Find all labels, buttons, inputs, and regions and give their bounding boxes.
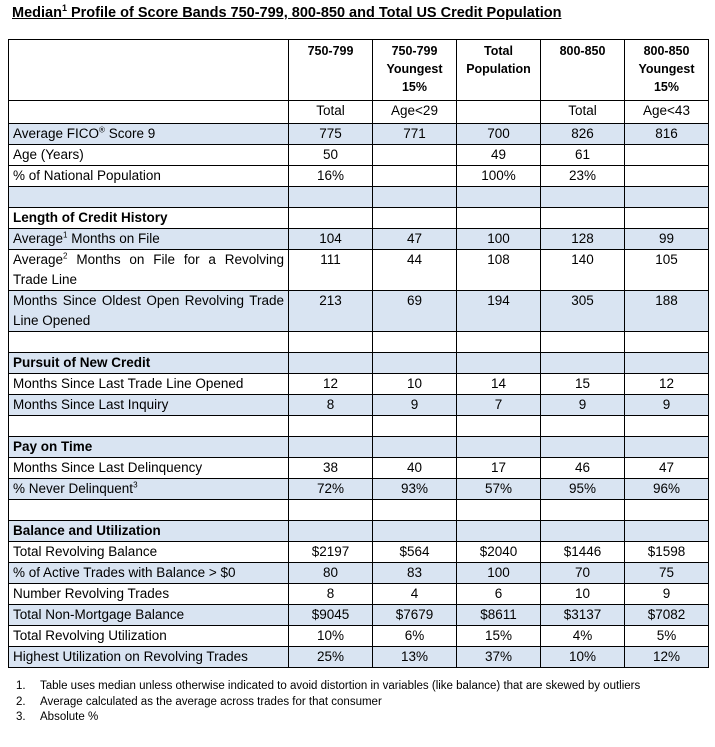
- footnotes: [16, 679, 656, 726]
- table-cell: 188: [625, 291, 709, 332]
- subheader-blank: [9, 101, 289, 124]
- spacer-row: [9, 332, 709, 353]
- row-label: Average$^2$ Months on File for a Revolving Trade Line: [9, 250, 289, 291]
- section-header-row: [9, 437, 709, 458]
- row-label: Total Revolving Utilization: [9, 626, 289, 647]
- table-cell: 15%: [457, 626, 541, 647]
- table-cell: [625, 166, 709, 187]
- row-label: Number Revolving Trades: [9, 584, 289, 605]
- page-title: Median$^1$ Profile of Score Bands 750-799, 800-850 and Total US Credit Population: [12, 3, 562, 21]
- table-cell: 105: [625, 250, 709, 291]
- table-cell: $2040: [457, 542, 541, 563]
- table-cell: 213: [289, 291, 373, 332]
- table-cell: $3137: [541, 605, 625, 626]
- table-cell: 12: [289, 374, 373, 395]
- table-row: [9, 145, 709, 166]
- row-label: Months Since Last Trade Line Opened: [9, 374, 289, 395]
- column-subheader: Age<29: [373, 101, 457, 124]
- table-row: [9, 250, 709, 291]
- table-cell: 194: [457, 291, 541, 332]
- table-cell: 6: [457, 584, 541, 605]
- table-row: [9, 479, 709, 500]
- table-cell: 7: [457, 395, 541, 416]
- table-cell: 95%: [541, 479, 625, 500]
- table-row: [9, 563, 709, 584]
- table-cell: 700: [457, 124, 541, 145]
- credit-profile-table: [8, 39, 709, 668]
- table-row: [9, 458, 709, 479]
- footnote: 1. Table uses median unless otherwise indicated to avoid distortion in variables (like balance) that are skewed by outliers: [16, 680, 641, 692]
- table-cell: 6%: [373, 626, 457, 647]
- section-title: Pay on Time: [9, 437, 289, 458]
- row-label: Average$^1$ Months on File: [9, 229, 289, 250]
- table-cell: 10: [373, 374, 457, 395]
- table-cell: $8611: [457, 605, 541, 626]
- row-label: Total Non-Mortgage Balance: [9, 605, 289, 626]
- table-cell: 16%: [289, 166, 373, 187]
- section-header-row: [9, 208, 709, 229]
- column-subheader: Total: [289, 101, 373, 124]
- table-cell: 47: [625, 458, 709, 479]
- table-cell: 99: [625, 229, 709, 250]
- row-label: Highest Utilization on Revolving Trades: [9, 647, 289, 668]
- table-cell: [625, 145, 709, 166]
- table-cell: 9: [625, 584, 709, 605]
- table-cell: 15: [541, 374, 625, 395]
- table-cell: 100: [457, 229, 541, 250]
- table-cell: $2197: [289, 542, 373, 563]
- table-cell: 9: [625, 395, 709, 416]
- section-title: Balance and Utilization: [9, 521, 289, 542]
- table-cell: 9: [541, 395, 625, 416]
- table-cell: 12%: [625, 647, 709, 668]
- table-row: [9, 605, 709, 626]
- section-title: Length of Credit History: [9, 208, 289, 229]
- table-cell: 816: [625, 124, 709, 145]
- table-cell: 83: [373, 563, 457, 584]
- table-cell: 8: [289, 584, 373, 605]
- table-cell: 100%: [457, 166, 541, 187]
- table-cell: 38: [289, 458, 373, 479]
- table-cell: $7082: [625, 605, 709, 626]
- footnote: 2. Average calculated as the average across trades for that consumer: [16, 695, 382, 708]
- table-cell: 23%: [541, 166, 625, 187]
- table-row: [9, 542, 709, 563]
- table-row: [9, 395, 709, 416]
- spacer-row: [9, 187, 709, 208]
- table-cell: $1446: [541, 542, 625, 563]
- table-row: [9, 374, 709, 395]
- table-row: [9, 584, 709, 605]
- table-cell: 128: [541, 229, 625, 250]
- table-cell: 93%: [373, 479, 457, 500]
- table-cell: 9: [373, 395, 457, 416]
- table-cell: 10: [541, 584, 625, 605]
- table-cell: 108: [457, 250, 541, 291]
- section-title: Pursuit of New Credit: [9, 353, 289, 374]
- table-cell: 72%: [289, 479, 373, 500]
- table-cell: 14: [457, 374, 541, 395]
- row-label: Age (Years): [9, 145, 289, 166]
- spacer-row: [9, 500, 709, 521]
- table-cell: 771: [373, 124, 457, 145]
- row-label: % of Active Trades with Balance > $0: [9, 563, 289, 584]
- table-row: [9, 124, 709, 145]
- row-label: Average FICO® Score 9: [9, 124, 289, 145]
- table-cell: 13%: [373, 647, 457, 668]
- table-cell: 4%: [541, 626, 625, 647]
- table-cell: 25%: [289, 647, 373, 668]
- table-cell: 8: [289, 395, 373, 416]
- column-subheader: [457, 101, 541, 124]
- table-cell: 47: [373, 229, 457, 250]
- table-cell: $9045: [289, 605, 373, 626]
- table-cell: 50: [289, 145, 373, 166]
- table-cell: 10%: [541, 647, 625, 668]
- column-header: 800-850: [541, 40, 625, 101]
- table-cell: 69: [373, 291, 457, 332]
- row-label: Total Revolving Balance: [9, 542, 289, 563]
- row-label: Months Since Oldest Open Revolving Trade Line Opened: [9, 291, 289, 332]
- table-row: [9, 166, 709, 187]
- spacer-row: [9, 416, 709, 437]
- table-cell: 49: [457, 145, 541, 166]
- table-cell: 140: [541, 250, 625, 291]
- table-cell: [373, 145, 457, 166]
- column-subheader: Age<43: [625, 101, 709, 124]
- table-row: [9, 647, 709, 668]
- table-cell: 4: [373, 584, 457, 605]
- table-cell: 37%: [457, 647, 541, 668]
- table-cell: $564: [373, 542, 457, 563]
- section-header-row: [9, 521, 709, 542]
- table-cell: 17: [457, 458, 541, 479]
- table-row: [9, 626, 709, 647]
- table-cell: 40: [373, 458, 457, 479]
- table-cell: 10%: [289, 626, 373, 647]
- table-cell: 96%: [625, 479, 709, 500]
- table-cell: 44: [373, 250, 457, 291]
- table-cell: 775: [289, 124, 373, 145]
- table-cell: 111: [289, 250, 373, 291]
- table-cell: 61: [541, 145, 625, 166]
- column-header: Total Population: [457, 40, 541, 101]
- column-header: 750-799: [289, 40, 373, 101]
- table-row: [9, 229, 709, 250]
- row-label: Months Since Last Inquiry: [9, 395, 289, 416]
- table-row: [9, 291, 709, 332]
- subheader-row: [9, 101, 709, 124]
- table-cell: $1598: [625, 542, 709, 563]
- table-cell: 5%: [625, 626, 709, 647]
- table-cell: 57%: [457, 479, 541, 500]
- section-header-row: [9, 353, 709, 374]
- row-label: % Never Delinquent$^3$: [9, 479, 289, 500]
- table-cell: 12: [625, 374, 709, 395]
- table-cell: 826: [541, 124, 625, 145]
- table-cell: 80: [289, 563, 373, 584]
- row-label: Months Since Last Delinquency: [9, 458, 289, 479]
- table-cell: $7679: [373, 605, 457, 626]
- header-row: [9, 40, 709, 101]
- footnote: 3. Absolute %: [16, 711, 99, 723]
- table-cell: 305: [541, 291, 625, 332]
- column-subheader: Total: [541, 101, 625, 124]
- table-cell: 104: [289, 229, 373, 250]
- column-header: 800-850 Youngest 15%: [625, 40, 709, 101]
- header-blank: [9, 40, 289, 101]
- table-cell: 100: [457, 563, 541, 584]
- table-cell: 46: [541, 458, 625, 479]
- row-label: % of National Population: [9, 166, 289, 187]
- table-cell: 75: [625, 563, 709, 584]
- table-cell: 70: [541, 563, 625, 584]
- column-header: 750-799 Youngest 15%: [373, 40, 457, 101]
- table-cell: [373, 166, 457, 187]
